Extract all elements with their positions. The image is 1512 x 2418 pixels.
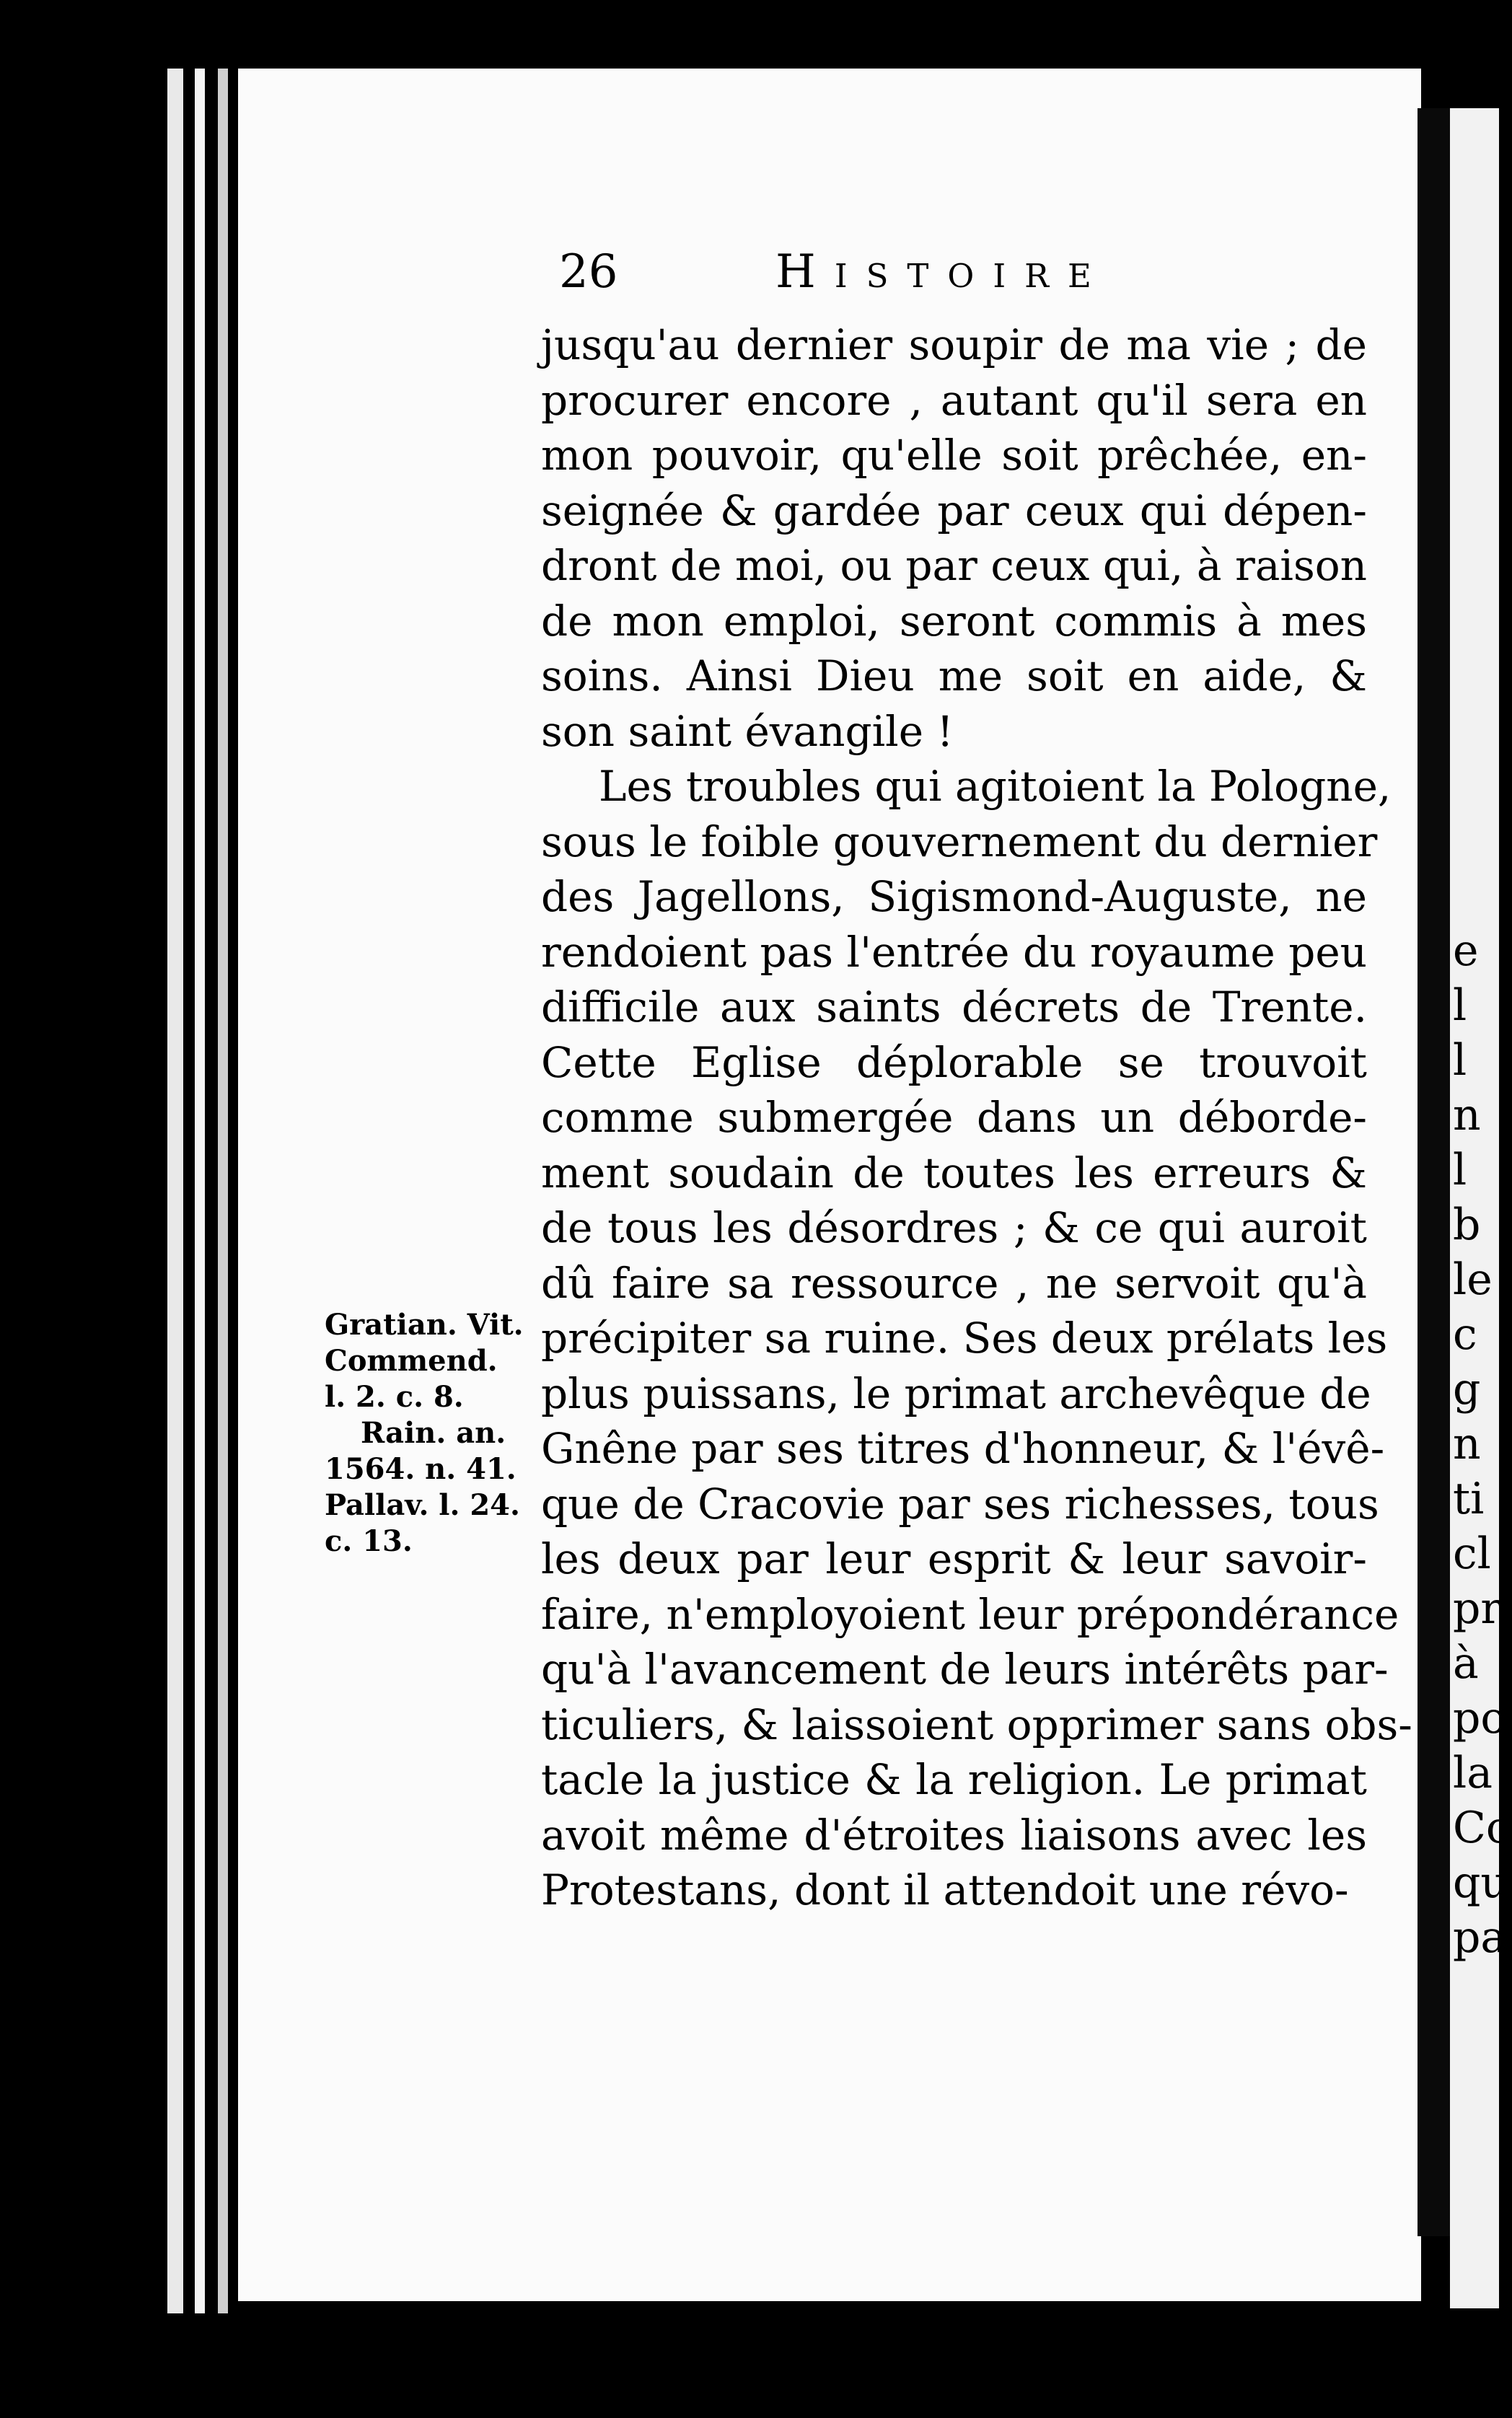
next-page-fragment: le	[1453, 1254, 1493, 1305]
book-edge-strip	[218, 69, 228, 2313]
book-edge-strip	[167, 69, 183, 2313]
body-text	[541, 317, 1412, 1918]
next-page-fragment: ti	[1453, 1474, 1485, 1524]
next-page-fragment: l	[1453, 1035, 1467, 1086]
margin-note-line: Commend.	[325, 1344, 498, 1378]
margin-note	[325, 1307, 534, 1560]
text-line: jusqu'au dernier soupir de ma vie ; de	[541, 320, 1367, 369]
text-line: seignée & gardée par ceux qui dépen-	[541, 485, 1367, 535]
text-line: de tous les désordres ; & ce qui auroit	[541, 1203, 1367, 1252]
margin-note-line: l. 2. c. 8.	[325, 1380, 464, 1414]
next-page-fragment: l	[1453, 980, 1467, 1031]
running-title: Histoire	[775, 245, 1110, 299]
text-line: dû faire sa ressource , ne servoit qu'à	[541, 1258, 1367, 1308]
text-line: avoit même d'étroites liaisons avec les	[541, 1810, 1367, 1860]
text-line: procurer encore , autant qu'il sera en	[541, 375, 1367, 425]
next-page-fragment: po	[1453, 1693, 1507, 1744]
text-line: Protestans, dont il attendoit une révo-	[541, 1865, 1349, 1914]
text-line: faire, n'employoient leur prépondérance	[541, 1589, 1399, 1639]
text-line: ment soudain de toutes les erreurs &	[541, 1148, 1367, 1197]
next-page-fragment: e	[1453, 926, 1479, 976]
page-number: 26	[559, 245, 618, 299]
margin-note-line: Rain. an.	[361, 1416, 506, 1450]
text-line: mon pouvoir, qu'elle soit prêchée, en-	[541, 431, 1367, 480]
next-page-fragment: qu	[1453, 1858, 1509, 1908]
margin-note-line: Gratian. Vit.	[325, 1308, 524, 1342]
next-page-fragment: l	[1453, 1145, 1467, 1195]
text-line: dront de moi, ou par ceux qui, à raison	[541, 541, 1367, 590]
text-line: ticuliers, & laissoient opprimer sans obs-	[541, 1700, 1412, 1749]
text-line: comme submergée dans un déborde-	[541, 1093, 1367, 1142]
text-line: soins. Ainsi Dieu me soit en aide, &	[541, 651, 1367, 700]
next-page-fragment: g	[1453, 1364, 1481, 1415]
text-line: qu'à l'avancement de leurs intérêts par-	[541, 1645, 1389, 1694]
margin-note-line: c. 13.	[325, 1524, 413, 1558]
text-line: difficile aux saints décrets de Trente.	[541, 982, 1367, 1032]
text-line: des Jagellons, Sigismond-Auguste, ne	[541, 872, 1367, 921]
text-line: sous le foible gouvernement du dernier	[541, 817, 1378, 866]
text-line: son saint évangile !	[541, 706, 954, 756]
text-line: Les troubles qui agitoient la Pologne,	[599, 762, 1392, 811]
text-line: précipiter sa ruine. Ses deux prélats les	[541, 1314, 1388, 1363]
text-line: les deux par leur esprit & leur savoir-	[541, 1534, 1367, 1583]
next-page-sliver	[1450, 108, 1512, 2308]
next-page-fragment: pa	[1453, 1912, 1507, 1963]
next-page-fragment: n	[1453, 1090, 1481, 1140]
text-line: que de Cracovie par ses richesses, tous	[541, 1479, 1379, 1529]
next-page-fragment: la	[1453, 1748, 1493, 1798]
page-header	[559, 245, 1367, 310]
margin-note-line: 1564. n. 41.	[325, 1452, 517, 1486]
text-line: rendoient pas l'entrée du royaume peu	[541, 927, 1367, 977]
next-page-fragment: n	[1453, 1419, 1481, 1469]
text-line: Gnêne par ses titres d'honneur, & l'évê-	[541, 1424, 1385, 1473]
text-line: Cette Eglise déplorable se trouvoit	[541, 1037, 1367, 1087]
text-line: plus puissans, le primat archevêque de	[541, 1368, 1371, 1418]
text-line: de mon emploi, seront commis à mes	[541, 596, 1367, 646]
book-edge-strip	[195, 69, 205, 2313]
next-page-fragment: à	[1453, 1638, 1479, 1689]
next-page-fragment: pr	[1453, 1583, 1502, 1634]
text-line: tacle la justice & la religion. Le primat	[541, 1755, 1367, 1804]
next-page-fragment: c	[1453, 1309, 1477, 1360]
next-page-fragment: Co	[1453, 1803, 1512, 1853]
margin-note-line: Pallav. l. 24.	[325, 1488, 520, 1522]
next-page-fragment: b	[1453, 1200, 1481, 1250]
next-page-fragment: cl	[1453, 1529, 1491, 1579]
